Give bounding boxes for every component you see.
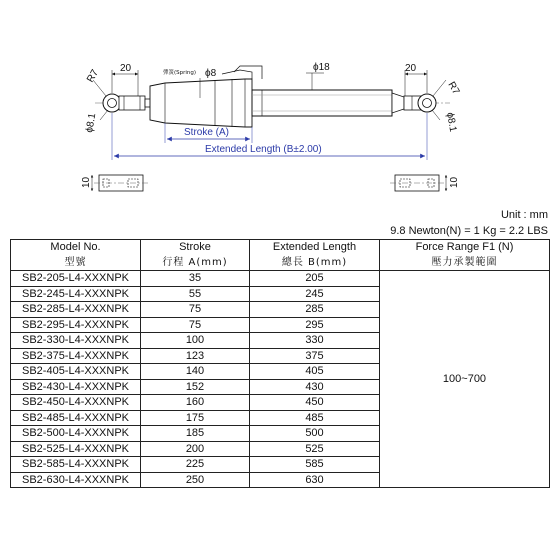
spec-table — [10, 239, 550, 488]
cell-model: SB2-330-L4-XXXNPK — [11, 333, 141, 349]
cell-extended-length: 500 — [250, 426, 380, 442]
extended-length-label: Extended Length (B±2.00) — [205, 144, 322, 155]
cell-model: SB2-430-L4-XXXNPK — [11, 379, 141, 395]
cell-stroke: 75 — [141, 302, 250, 318]
table-row — [11, 271, 550, 287]
cell-extended-length: 245 — [250, 286, 380, 302]
cell-extended-length: 330 — [250, 333, 380, 349]
cell-extended-length: 295 — [250, 317, 380, 333]
cell-force-range: 100~700 — [380, 271, 550, 488]
cell-stroke: 75 — [141, 317, 250, 333]
cell-stroke: 152 — [141, 379, 250, 395]
dim-phi8: ϕ8 — [205, 68, 217, 79]
cell-extended-length: 525 — [250, 441, 380, 457]
conversion-note: 9.8 Newton(N) = 1 Kg = 2.2 LBS — [390, 225, 548, 237]
cell-model: SB2-585-L4-XXXNPK — [11, 457, 141, 473]
spring-label: 彈簧(Spring) — [163, 70, 197, 76]
cell-stroke: 250 — [141, 472, 250, 488]
cell-stroke: 225 — [141, 457, 250, 473]
cell-extended-length: 585 — [250, 457, 380, 473]
cell-stroke: 35 — [141, 271, 250, 287]
dim-phi18: ϕ18 — [313, 62, 330, 73]
cell-extended-length: 405 — [250, 364, 380, 380]
cell-extended-length: 430 — [250, 379, 380, 395]
cell-stroke: 100 — [141, 333, 250, 349]
cell-stroke: 185 — [141, 426, 250, 442]
header-force-range: Force Range F1 (N) 壓力承製範圍 — [380, 240, 550, 271]
cell-extended-length: 630 — [250, 472, 380, 488]
cylinder-body — [252, 90, 404, 116]
cell-stroke: 175 — [141, 410, 250, 426]
stroke-label: Stroke (A) — [184, 127, 230, 138]
left-end-side-view — [94, 175, 148, 191]
cell-model: SB2-500-L4-XXXNPK — [11, 426, 141, 442]
cell-stroke: 200 — [141, 441, 250, 457]
cell-model: SB2-375-L4-XXXNPK — [11, 348, 141, 364]
cell-model: SB2-450-L4-XXXNPK — [11, 395, 141, 411]
cell-stroke: 55 — [141, 286, 250, 302]
cell-extended-length: 450 — [250, 395, 380, 411]
dim-phi81-left: ϕ8.1 — [84, 112, 99, 134]
dim-r7-right: R7 — [445, 80, 462, 97]
dim-phi81-right: ϕ8.1 — [444, 111, 459, 133]
cell-model: SB2-525-L4-XXXNPK — [11, 441, 141, 457]
cell-stroke: 140 — [141, 364, 250, 380]
cell-model: SB2-485-L4-XXXNPK — [11, 410, 141, 426]
right-eye-end — [404, 94, 436, 112]
header-model: Model No. 型號 — [11, 240, 141, 271]
header-stroke: Stroke 行程 A(mm) — [141, 240, 250, 271]
cell-stroke: 160 — [141, 395, 250, 411]
dim-r7-left: R7 — [85, 67, 101, 85]
cell-model: SB2-245-L4-XXXNPK — [11, 286, 141, 302]
cell-model: SB2-205-L4-XXXNPK — [11, 271, 141, 287]
cell-stroke: 123 — [141, 348, 250, 364]
cell-model: SB2-295-L4-XXXNPK — [11, 317, 141, 333]
cell-extended-length: 205 — [250, 271, 380, 287]
cell-extended-length: 375 — [250, 348, 380, 364]
header-extended-length: Extended Length 總長 B(mm) — [250, 240, 380, 271]
cell-extended-length: 285 — [250, 302, 380, 318]
cell-model: SB2-285-L4-XXXNPK — [11, 302, 141, 318]
right-end-side-view — [390, 175, 444, 191]
dim-10-left: 10 — [81, 176, 92, 188]
cell-model: SB2-630-L4-XXXNPK — [11, 472, 141, 488]
table-header-row — [11, 240, 550, 271]
left-eye-end — [103, 94, 145, 112]
cell-model: SB2-405-L4-XXXNPK — [11, 364, 141, 380]
dim-10-right: 10 — [449, 176, 460, 188]
dim-20-left: 20 — [120, 63, 132, 74]
dim-20-right: 20 — [405, 63, 417, 74]
gas-spring-drawing — [0, 0, 560, 205]
unit-note: Unit : mm — [500, 209, 548, 221]
cell-extended-length: 485 — [250, 410, 380, 426]
